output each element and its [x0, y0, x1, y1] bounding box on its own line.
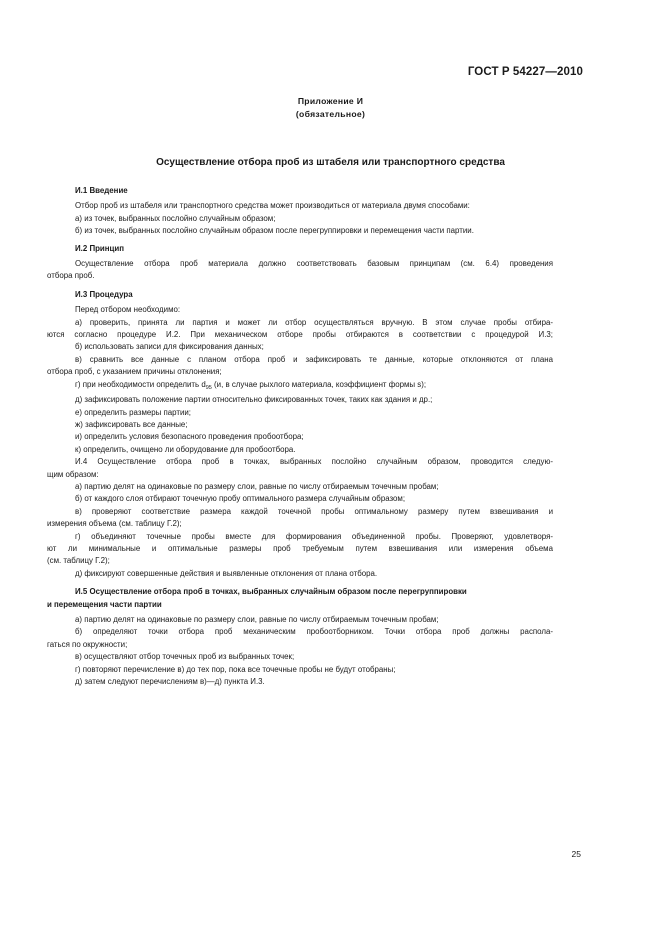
list-item: а) партию делят на одинаковые по размеру слои, равные по числу отбираемым точечным пробам;	[75, 481, 439, 491]
appendix-title: Осуществление отбора проб из штабеля или транспортного средства	[156, 157, 505, 168]
paragraph: Перед отбором необходимо:	[75, 305, 181, 315]
list-item: г) повторяют перечисление в) до тех пор, пока все точечные пробы не будут отобраны;	[75, 664, 396, 674]
list-item-line: г) объединяют точечные пробы вместе для формирования объединенной пробы. Проверяют, удовлетворя-	[75, 531, 553, 541]
list-item-line: ются согласно процедуре И.2. При механическом отборе пробы отбираются в соответствии с процедурой И.3;	[47, 330, 553, 340]
section-i4-line: И.4 Осуществление отбора проб в точках, выбранных послойно случайным образом, проводится следую-	[75, 457, 553, 467]
list-item: е) определить размеры партии;	[75, 407, 192, 417]
section-heading-i5-cont: и перемещения части партии	[47, 599, 162, 609]
paragraph: Отбор проб из штабеля или транспортного средства может производиться от материала двумя способами:	[75, 201, 470, 211]
paragraph-line: Осуществление отбора проб материала должно соответствовать базовым принципам (см. 6.4) проведения	[75, 259, 553, 269]
list-item-line: в) сравнить все данные с планом отбора проб и зафиксировать те данные, которые отклоняются от плана	[75, 354, 553, 364]
list-item: ж) зафиксировать все данные;	[75, 419, 188, 429]
list-item-line: ют ли минимальные и оптимальные размеры проб требуемым путем взвешивания или измерения объема	[47, 543, 553, 553]
section-heading-i3: И.3 Процедура	[75, 289, 133, 299]
list-item-line: а) проверить, принята ли партия и может ли отбор осуществляться вручную. В этом случае пробы отбира-	[75, 317, 553, 327]
list-item: б) из точек, выбранных послойно случайным образом после перегруппировки и перемещения части партии.	[75, 226, 474, 236]
list-item: а) из точек, выбранных послойно случайным образом;	[75, 213, 276, 223]
list-item: а) партию делят на одинаковые по размеру слои, равные по числу отбираемым точечным пробам;	[75, 615, 439, 624]
list-item: д) фиксируют совершенные действия и выявленные отклонения от плана отбора.	[75, 568, 378, 578]
list-item: б) использовать записи для фиксирования данных;	[75, 342, 264, 352]
list-item-text: г) при необходимости определить d	[75, 379, 206, 389]
list-item-line: отбора проб, с указанием причины отклонения;	[47, 367, 222, 377]
section-heading-i1: И.1 Введение	[75, 186, 128, 195]
appendix-label: Приложение И	[297, 96, 364, 106]
list-item-line: б) определяют точки отбора проб механическим пробоотборником. Точки отбора проб должны распола-	[75, 627, 553, 637]
list-item: д) зафиксировать положение партии относительно фиксированных точек, таких как здания и др.;	[75, 395, 433, 405]
list-item-line: в) проверяют соответствие размера каждой точечной пробы оптимальному размеру путем взвешивания и	[75, 506, 553, 516]
list-item	[75, 379, 553, 394]
document-code: ГОСТ Р 54227—2010	[467, 66, 583, 78]
appendix-status: (обязательное)	[295, 109, 366, 119]
section-i4-line: щим образом:	[47, 469, 99, 479]
list-item: б) от каждого слоя отбирают точечную пробу оптимального размера случайным образом;	[75, 494, 406, 504]
list-item: д) затем следуют перечислениям в)—д) пункта И.3.	[75, 677, 265, 687]
list-item-line: (см. таблицу Г.2);	[47, 556, 110, 566]
subscript: 95	[205, 384, 212, 391]
list-item-line: гаться по окружности;	[47, 639, 128, 649]
paragraph-line: отбора проб.	[47, 271, 95, 281]
section-heading-i5: И.5 Осуществление отбора проб в точках, выбранных случайным образом после перегруппировки	[75, 587, 467, 597]
list-item: и) определить условия безопасного проведения пробоотбора;	[75, 432, 304, 442]
section-heading-i2: И.2 Принцип	[75, 243, 125, 253]
page-number: 25	[571, 849, 581, 859]
list-item-text: (и, в случае рыхлого материала, коэффициент формы s);	[211, 379, 427, 389]
list-item-line: измерения объема (см. таблицу Г.2);	[47, 519, 182, 529]
document-body	[47, 182, 553, 688]
list-item: в) осуществляют отбор точечных проб из выбранных точек;	[75, 652, 295, 662]
list-item: к) определить, очищено ли оборудование для пробоотбора.	[75, 444, 296, 454]
